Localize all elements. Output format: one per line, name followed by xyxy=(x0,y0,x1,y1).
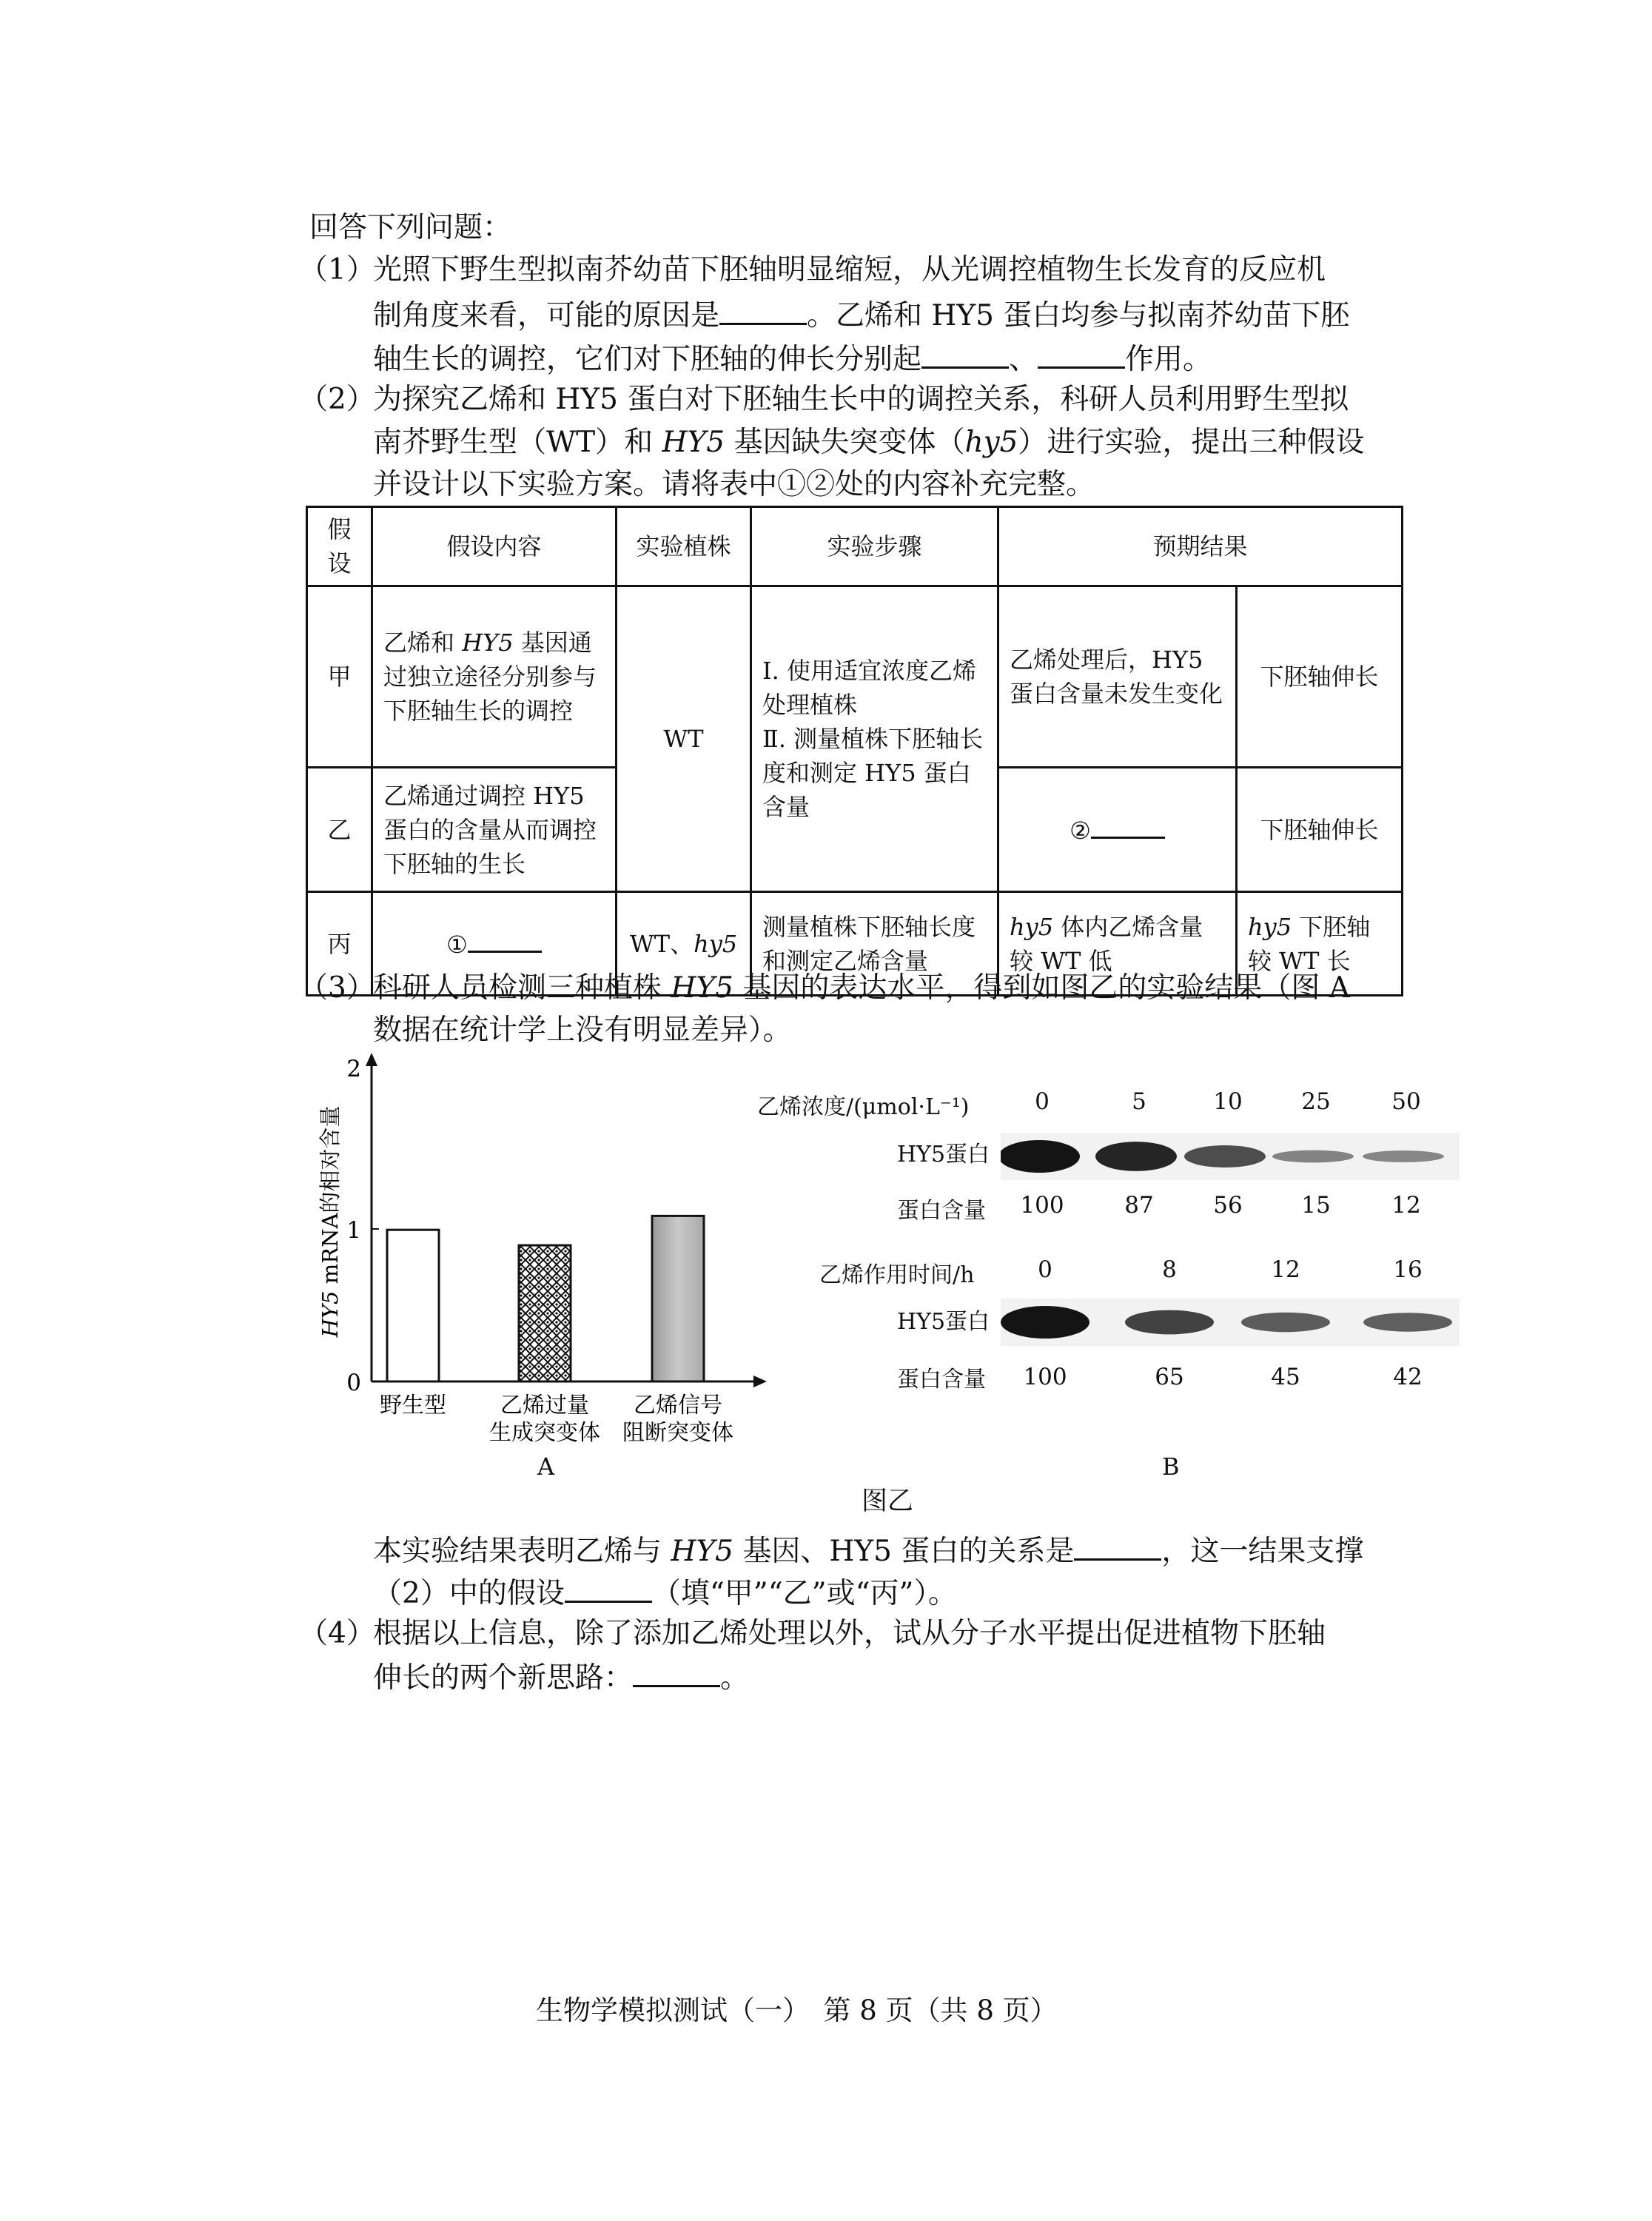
header-steps: 实验步骤 xyxy=(751,507,998,586)
q2-line3: 并设计以下实验方案。请将表中①②处的内容补充完整。 xyxy=(373,468,1095,501)
q3-line2: 数据在统计学上没有明显差异）。 xyxy=(373,1014,792,1047)
q3-number: （3） xyxy=(299,971,375,1005)
answer-blank-1[interactable] xyxy=(468,925,542,953)
q3b-line1 xyxy=(373,1529,1363,1572)
row-label-yi: 乙 xyxy=(307,768,372,892)
blank-marker-1: ① xyxy=(446,931,468,959)
x-category-label: 阻断突变体 xyxy=(622,1420,733,1446)
time-value: 12 xyxy=(1271,1256,1300,1283)
q1-text: 轴生长的调控，它们对下胚轴的伸长分别起 xyxy=(373,343,922,376)
protein-band xyxy=(1363,1150,1444,1162)
protein-amount: 12 xyxy=(1391,1192,1421,1219)
header-expected: 预期结果 xyxy=(998,507,1403,586)
q4-number: （4） xyxy=(299,1617,375,1650)
q1-line3 xyxy=(373,337,1212,381)
cell-text: 下胚轴较 WT 长 xyxy=(1248,912,1371,975)
q3-answer-blank-1[interactable] xyxy=(1074,1529,1161,1561)
gene-name: hy5 xyxy=(1010,912,1054,941)
band-label: HY5蛋白 xyxy=(897,1142,990,1168)
q2-text: ）进行实验，提出三种假设 xyxy=(1018,426,1365,459)
cell-text: 乙烯和 xyxy=(383,629,463,657)
concentration-value: 0 xyxy=(1035,1088,1050,1115)
q3-answer-blank-2[interactable] xyxy=(565,1571,652,1603)
concentration-value: 50 xyxy=(1391,1088,1421,1115)
y-tick-label: 2 xyxy=(346,1056,361,1082)
protein-band xyxy=(1125,1310,1214,1335)
protein-amount: 100 xyxy=(1023,1364,1067,1390)
q4-line1: 根据以上信息，除了添加乙烯处理以外，试从分子水平提出促进植物下胚轴 xyxy=(373,1617,1326,1650)
gene-name: HY5 xyxy=(671,1535,733,1568)
q4-text: 。 xyxy=(720,1661,750,1695)
page-footer: 生物学模拟测试（一） 第 8 页（共 8 页） xyxy=(536,1994,1058,2026)
row-label-jia: 甲 xyxy=(307,586,372,768)
q2-line1: 为探究乙烯和 HY5 蛋白对下胚轴生长中的调控关系，科研人员利用野生型拟 xyxy=(373,383,1349,416)
result-jia-1: 乙烯处理后，HY5 蛋白含量未发生变化 xyxy=(998,586,1237,768)
panel-label-a: A xyxy=(537,1453,555,1481)
time-value: 0 xyxy=(1038,1256,1052,1283)
q2-line2 xyxy=(373,422,1364,463)
concentration-value: 10 xyxy=(1213,1088,1243,1115)
x-category-label: 乙烯过量 xyxy=(500,1393,589,1418)
protein-band xyxy=(1095,1142,1177,1171)
band-label: HY5蛋白 xyxy=(897,1309,990,1335)
gene-name: hy5 xyxy=(964,426,1018,459)
header-content: 假设内容 xyxy=(372,507,617,586)
protein-amount: 45 xyxy=(1271,1364,1300,1390)
protein-amount: 15 xyxy=(1301,1192,1331,1219)
x-category-label: 野生型 xyxy=(380,1393,446,1418)
protein-band xyxy=(1184,1145,1266,1168)
protein-amount: 42 xyxy=(1393,1364,1423,1390)
steps-shared xyxy=(751,586,998,892)
q2-number: （2） xyxy=(299,383,375,416)
q4-answer-blank[interactable] xyxy=(633,1655,720,1687)
y-axis-arrow xyxy=(366,1053,377,1066)
y-tick-label: 0 xyxy=(346,1370,361,1396)
content-label: 蛋白含量 xyxy=(897,1367,986,1393)
gene-name: HY5 xyxy=(662,426,725,459)
q4-line2 xyxy=(373,1655,749,1699)
step-1: Ⅰ. 使用适宜浓度乙烯处理植株 xyxy=(762,657,976,719)
q3b-text: （2）中的假设 xyxy=(373,1577,565,1610)
gene-name: hy5 xyxy=(694,929,738,958)
steps-bing: 测量植株下胚轴长度和测定乙烯含量 xyxy=(751,892,998,996)
q1-answer-blank-3[interactable] xyxy=(1038,337,1125,369)
concentration-label: 乙烯浓度/(μmol·L⁻¹) xyxy=(757,1094,970,1120)
q3b-text: 本实验结果表明乙烯与 xyxy=(373,1535,671,1568)
q3b-text: ，这一结果支撑 xyxy=(1161,1535,1364,1568)
protein-band xyxy=(1001,1140,1080,1173)
q1-line1: 光照下野生型拟南芥幼苗下胚轴明显缩短，从光调控植物生长发育的反应机 xyxy=(373,253,1326,287)
q3-text: 科研人员检测三种植株 xyxy=(373,971,671,1005)
gene-name: HY5 xyxy=(671,971,733,1005)
bar-wild-type xyxy=(387,1230,439,1381)
protein-band xyxy=(1241,1313,1330,1332)
q1-line2 xyxy=(373,293,1349,337)
y-tick-label: 1 xyxy=(346,1217,361,1244)
q4-text: 伸长的两个新思路： xyxy=(373,1661,634,1695)
q1-answer-blank-1[interactable] xyxy=(719,293,807,325)
y-axis-label xyxy=(318,1106,343,1339)
blot-image-time xyxy=(1001,1284,1460,1358)
result-yi-1 xyxy=(998,768,1237,892)
cell-text: 体内乙烯含量较 WT 低 xyxy=(1010,912,1203,975)
q1-text: 制角度来看，可能的原因是 xyxy=(373,299,720,332)
gene-name: hy5 xyxy=(1248,912,1292,941)
protein-band xyxy=(1363,1313,1452,1331)
q3b-text: （填“甲”“乙”或“丙”）。 xyxy=(651,1577,957,1610)
q3-text: 基因的表达水平，得到如图乙的实验结果（图 A xyxy=(733,971,1350,1005)
result-jia-2: 下胚轴伸长 xyxy=(1237,586,1403,768)
bar-ethylene-insensitive xyxy=(652,1216,704,1381)
hypothesis-content-jia xyxy=(372,586,617,768)
step-2: Ⅱ. 测量植株下胚轴长度和测定 HY5 蛋白含量 xyxy=(762,725,984,821)
cell-text: 基因通过独立途径分别参与下胚轴生长的调控 xyxy=(383,629,597,725)
cell-text: WT、 xyxy=(629,929,694,958)
x-axis-arrow xyxy=(753,1376,767,1387)
x-category-label: 生成突变体 xyxy=(489,1420,600,1446)
blank-marker-2: ② xyxy=(1070,817,1091,845)
protein-band xyxy=(1001,1306,1089,1339)
concentration-value: 25 xyxy=(1301,1088,1331,1115)
content-label: 蛋白含量 xyxy=(897,1198,986,1224)
x-category-label: 乙烯信号 xyxy=(634,1393,722,1418)
q1-number: （1） xyxy=(299,253,375,287)
intro-text: 回答下列问题： xyxy=(309,211,512,244)
y-axis-label-rest: mRNA的相对含量 xyxy=(318,1105,343,1291)
blot-image-concentration xyxy=(1001,1118,1460,1192)
q1-text: 。乙烯和 HY5 蛋白均参与拟南芥幼苗下胚 xyxy=(807,299,1350,332)
protein-amount: 56 xyxy=(1213,1192,1243,1219)
hypothesis-content-yi: 乙烯通过调控 HY5 蛋白的含量从而调控下胚轴的生长 xyxy=(372,768,617,892)
panel-label-b: B xyxy=(1162,1453,1180,1481)
q1-text: 作用。 xyxy=(1125,343,1212,376)
plant-wt: WT xyxy=(617,586,751,892)
protein-amount: 100 xyxy=(1020,1192,1064,1219)
q2-text: 基因缺失突变体（ xyxy=(725,426,965,459)
time-label: 乙烯作用时间/h xyxy=(819,1262,975,1288)
time-value: 16 xyxy=(1393,1256,1423,1283)
protein-band xyxy=(1272,1150,1354,1163)
concentration-value: 5 xyxy=(1132,1088,1146,1115)
protein-amount: 65 xyxy=(1155,1364,1184,1390)
table-header-row xyxy=(307,507,1403,586)
experiment-table xyxy=(306,506,1403,996)
y-axis-label-gene: HY5 xyxy=(318,1290,343,1338)
figure-caption: 图乙 xyxy=(862,1487,914,1516)
result-yi-2: 下胚轴伸长 xyxy=(1237,768,1403,892)
q2-text: 南芥野生型（WT）和 xyxy=(373,426,662,459)
q1-answer-blank-2[interactable] xyxy=(921,337,1009,369)
q3-line1 xyxy=(373,968,1350,1009)
protein-amount: 87 xyxy=(1124,1192,1154,1219)
row-label-bing: 丙 xyxy=(307,892,372,996)
table-row xyxy=(307,586,1403,768)
q3b-text: 基因、HY5 蛋白的关系是 xyxy=(733,1535,1075,1568)
time-value: 8 xyxy=(1162,1256,1177,1283)
q3b-line2 xyxy=(373,1571,957,1615)
bar-chart-a xyxy=(303,1051,777,1466)
bar-ethylene-overproduction xyxy=(519,1245,571,1381)
header-hypothesis: 假设 xyxy=(307,507,372,586)
q1-text: 、 xyxy=(1009,343,1038,376)
answer-blank-2[interactable] xyxy=(1091,811,1165,839)
header-plant: 实验植株 xyxy=(617,507,751,586)
gene-name: HY5 xyxy=(462,629,514,657)
